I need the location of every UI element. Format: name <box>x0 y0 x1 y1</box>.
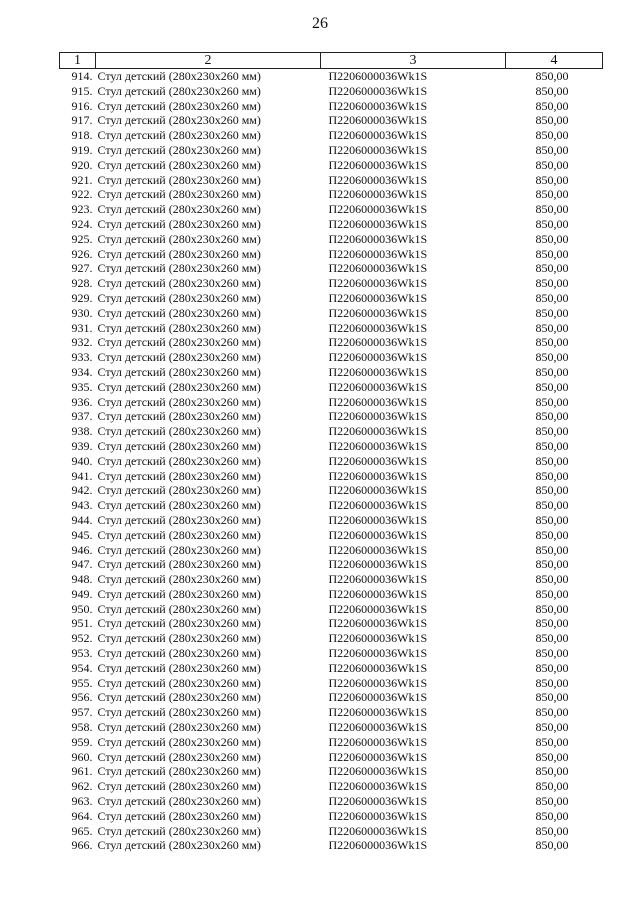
row-number: 935. <box>71 379 93 394</box>
table-row <box>60 735 603 750</box>
table-row <box>60 690 603 705</box>
table-row <box>60 187 603 202</box>
table-row <box>60 454 603 469</box>
inventory-code: П2206000036Wk1S <box>328 98 428 113</box>
item-name: Стул детский (280x230x260 мм) <box>97 601 261 616</box>
inventory-code: П2206000036Wk1S <box>328 379 428 394</box>
item-name: Стул детский (280x230x260 мм) <box>97 720 261 735</box>
item-price: 850,00 <box>535 557 569 572</box>
inventory-table <box>59 52 603 853</box>
inventory-code: П2206000036Wk1S <box>328 113 428 128</box>
inventory-code: П2206000036Wk1S <box>328 764 428 779</box>
table-row <box>60 616 603 631</box>
item-name: Стул детский (280x230x260 мм) <box>97 749 261 764</box>
item-name: Стул детский (280x230x260 мм) <box>97 705 261 720</box>
table-row <box>60 350 603 365</box>
column-header-1: 1 <box>60 53 96 69</box>
item-name: Стул детский (280x230x260 мм) <box>97 512 261 527</box>
inventory-code: П2206000036Wk1S <box>328 734 428 749</box>
row-number: 965. <box>71 823 93 838</box>
item-name: Стул детский (280x230x260 мм) <box>97 542 261 557</box>
row-number: 920. <box>71 157 93 172</box>
item-price: 850,00 <box>535 438 569 453</box>
table-row <box>60 395 603 410</box>
table-row <box>60 291 603 306</box>
item-price: 850,00 <box>535 675 569 690</box>
item-name: Стул детский (280x230x260 мм) <box>97 231 261 246</box>
item-name: Стул детский (280x230x260 мм) <box>97 483 261 498</box>
item-price: 850,00 <box>535 808 569 823</box>
row-number: 960. <box>71 749 93 764</box>
row-number: 940. <box>71 453 93 468</box>
row-number: 961. <box>71 764 93 779</box>
inventory-code: П2206000036Wk1S <box>328 128 428 143</box>
item-name: Стул детский (280x230x260 мм) <box>97 453 261 468</box>
row-number: 952. <box>71 631 93 646</box>
row-number: 931. <box>71 320 93 335</box>
table-row <box>60 335 603 350</box>
item-price: 850,00 <box>535 202 569 217</box>
item-price: 850,00 <box>535 720 569 735</box>
row-number: 941. <box>71 468 93 483</box>
inventory-code: П2206000036Wk1S <box>328 261 428 276</box>
table-row <box>60 113 603 128</box>
inventory-code: П2206000036Wk1S <box>328 720 428 735</box>
row-number: 964. <box>71 808 93 823</box>
row-number: 934. <box>71 364 93 379</box>
item-price: 850,00 <box>535 276 569 291</box>
inventory-code: П2206000036Wk1S <box>328 320 428 335</box>
table-row <box>60 705 603 720</box>
table-row <box>60 528 603 543</box>
item-name: Стул детский (280x230x260 мм) <box>97 83 261 98</box>
row-number: 915. <box>71 83 93 98</box>
table-row <box>60 498 603 513</box>
table-row <box>60 572 603 587</box>
inventory-code: П2206000036Wk1S <box>328 216 428 231</box>
row-number: 959. <box>71 734 93 749</box>
item-name: Стул детский (280x230x260 мм) <box>97 335 261 350</box>
item-price: 850,00 <box>535 246 569 261</box>
item-price: 850,00 <box>535 660 569 675</box>
page-number: 26 <box>312 15 328 32</box>
row-number: 926. <box>71 246 93 261</box>
item-name: Стул детский (280x230x260 мм) <box>97 128 261 143</box>
inventory-code: П2206000036Wk1S <box>328 601 428 616</box>
item-price: 850,00 <box>535 379 569 394</box>
item-name: Стул детский (280x230x260 мм) <box>97 202 261 217</box>
item-price: 850,00 <box>535 483 569 498</box>
row-number: 914. <box>71 69 93 83</box>
table-row <box>60 276 603 291</box>
inventory-code: П2206000036Wk1S <box>328 246 428 261</box>
item-name: Стул детский (280x230x260 мм) <box>97 424 261 439</box>
table-row <box>60 247 603 262</box>
row-number: 932. <box>71 335 93 350</box>
item-price: 850,00 <box>535 231 569 246</box>
row-number: 951. <box>71 616 93 631</box>
item-name: Стул детский (280x230x260 мм) <box>97 350 261 365</box>
table-row <box>60 380 603 395</box>
item-name: Стул детский (280x230x260 мм) <box>97 586 261 601</box>
table-row <box>60 409 603 424</box>
row-number: 924. <box>71 216 93 231</box>
item-name: Стул детский (280x230x260 мм) <box>97 764 261 779</box>
item-price: 850,00 <box>535 113 569 128</box>
row-number: 916. <box>71 98 93 113</box>
header-row <box>60 53 603 69</box>
row-number: 933. <box>71 350 93 365</box>
item-price: 850,00 <box>535 172 569 187</box>
inventory-code: П2206000036Wk1S <box>328 542 428 557</box>
row-number: 963. <box>71 794 93 809</box>
item-price: 850,00 <box>535 290 569 305</box>
row-number: 955. <box>71 675 93 690</box>
inventory-code: П2206000036Wk1S <box>328 631 428 646</box>
item-name: Стул детский (280x230x260 мм) <box>97 808 261 823</box>
inventory-code: П2206000036Wk1S <box>328 646 428 661</box>
item-name: Стул детский (280x230x260 мм) <box>97 823 261 838</box>
inventory-code: П2206000036Wk1S <box>328 276 428 291</box>
item-price: 850,00 <box>535 527 569 542</box>
item-price: 850,00 <box>535 142 569 157</box>
table-row <box>60 128 603 143</box>
table-row <box>60 661 603 676</box>
inventory-code: П2206000036Wk1S <box>328 187 428 202</box>
item-price: 850,00 <box>535 646 569 661</box>
item-name: Стул детский (280x230x260 мм) <box>97 320 261 335</box>
table-row <box>60 84 603 99</box>
item-price: 850,00 <box>535 424 569 439</box>
item-name: Стул детский (280x230x260 мм) <box>97 572 261 587</box>
item-name: Стул детский (280x230x260 мм) <box>97 290 261 305</box>
item-price: 850,00 <box>535 690 569 705</box>
row-number: 947. <box>71 557 93 572</box>
inventory-code: П2206000036Wk1S <box>328 424 428 439</box>
table-row <box>60 646 603 661</box>
inventory-code: П2206000036Wk1S <box>328 557 428 572</box>
row-number: 919. <box>71 142 93 157</box>
item-price: 850,00 <box>535 261 569 276</box>
row-number: 921. <box>71 172 93 187</box>
table-row <box>60 424 603 439</box>
table-row <box>60 764 603 779</box>
item-name: Стул детский (280x230x260 мм) <box>97 734 261 749</box>
row-number: 923. <box>71 202 93 217</box>
table-body <box>60 69 603 854</box>
inventory-code: П2206000036Wk1S <box>328 838 428 853</box>
inventory-code: П2206000036Wk1S <box>328 350 428 365</box>
row-number: 944. <box>71 512 93 527</box>
item-name: Стул детский (280x230x260 мм) <box>97 779 261 794</box>
column-header-4: 4 <box>506 53 603 69</box>
row-number: 956. <box>71 690 93 705</box>
item-name: Стул детский (280x230x260 мм) <box>97 379 261 394</box>
item-price: 850,00 <box>535 823 569 838</box>
inventory-code: П2206000036Wk1S <box>328 290 428 305</box>
row-number: 962. <box>71 779 93 794</box>
item-name: Стул детский (280x230x260 мм) <box>97 690 261 705</box>
table-row <box>60 543 603 558</box>
table-row <box>60 631 603 646</box>
item-name: Стул детский (280x230x260 мм) <box>97 246 261 261</box>
item-name: Стул детский (280x230x260 мм) <box>97 142 261 157</box>
item-price: 850,00 <box>535 734 569 749</box>
item-name: Стул детский (280x230x260 мм) <box>97 660 261 675</box>
item-price: 850,00 <box>535 779 569 794</box>
inventory-code: П2206000036Wk1S <box>328 498 428 513</box>
item-price: 850,00 <box>535 69 569 83</box>
item-price: 850,00 <box>535 601 569 616</box>
row-number: 929. <box>71 290 93 305</box>
item-price: 850,00 <box>535 83 569 98</box>
row-number: 954. <box>71 660 93 675</box>
item-name: Стул детский (280x230x260 мм) <box>97 113 261 128</box>
item-price: 850,00 <box>535 453 569 468</box>
item-name: Стул детский (280x230x260 мм) <box>97 675 261 690</box>
table-row <box>60 158 603 173</box>
row-number: 922. <box>71 187 93 202</box>
item-name: Стул детский (280x230x260 мм) <box>97 794 261 809</box>
row-number: 942. <box>71 483 93 498</box>
item-name: Стул детский (280x230x260 мм) <box>97 98 261 113</box>
item-price: 850,00 <box>535 157 569 172</box>
item-name: Стул детский (280x230x260 мм) <box>97 261 261 276</box>
inventory-code: П2206000036Wk1S <box>328 438 428 453</box>
table-row <box>60 779 603 794</box>
inventory-code: П2206000036Wk1S <box>328 335 428 350</box>
row-number: 946. <box>71 542 93 557</box>
item-price: 850,00 <box>535 350 569 365</box>
column-header-2: 2 <box>96 53 321 69</box>
item-name: Стул детский (280x230x260 мм) <box>97 438 261 453</box>
inventory-code: П2206000036Wk1S <box>328 453 428 468</box>
item-price: 850,00 <box>535 364 569 379</box>
inventory-code: П2206000036Wk1S <box>328 705 428 720</box>
inventory-code: П2206000036Wk1S <box>328 512 428 527</box>
table-row <box>60 469 603 484</box>
item-name: Стул детский (280x230x260 мм) <box>97 557 261 572</box>
row-number: 950. <box>71 601 93 616</box>
inventory-code: П2206000036Wk1S <box>328 157 428 172</box>
item-price: 850,00 <box>535 764 569 779</box>
item-price: 850,00 <box>535 128 569 143</box>
item-name: Стул детский (280x230x260 мм) <box>97 172 261 187</box>
table-row <box>60 483 603 498</box>
item-name: Стул детский (280x230x260 мм) <box>97 305 261 320</box>
table-row <box>60 557 603 572</box>
item-price: 850,00 <box>535 498 569 513</box>
table-row <box>60 143 603 158</box>
item-price: 850,00 <box>535 705 569 720</box>
item-price: 850,00 <box>535 616 569 631</box>
inventory-code: П2206000036Wk1S <box>328 527 428 542</box>
inventory-code: П2206000036Wk1S <box>328 675 428 690</box>
table-row <box>60 794 603 809</box>
row-number: 958. <box>71 720 93 735</box>
table-row <box>60 676 603 691</box>
item-price: 850,00 <box>535 409 569 424</box>
table-row <box>60 69 603 84</box>
table-row <box>60 306 603 321</box>
inventory-code: П2206000036Wk1S <box>328 468 428 483</box>
table-row <box>60 202 603 217</box>
row-number: 928. <box>71 276 93 291</box>
table-row <box>60 99 603 114</box>
column-header-3: 3 <box>321 53 506 69</box>
table-row <box>60 602 603 617</box>
row-number: 938. <box>71 424 93 439</box>
item-name: Стул детский (280x230x260 мм) <box>97 616 261 631</box>
item-name: Стул детский (280x230x260 мм) <box>97 187 261 202</box>
item-name: Стул детский (280x230x260 мм) <box>97 468 261 483</box>
inventory-code: П2206000036Wk1S <box>328 305 428 320</box>
item-name: Стул детский (280x230x260 мм) <box>97 838 261 853</box>
table-row <box>60 750 603 765</box>
inventory-code: П2206000036Wk1S <box>328 364 428 379</box>
inventory-code: П2206000036Wk1S <box>328 616 428 631</box>
item-name: Стул детский (280x230x260 мм) <box>97 157 261 172</box>
item-price: 850,00 <box>535 98 569 113</box>
table-row <box>60 838 603 853</box>
inventory-code: П2206000036Wk1S <box>328 808 428 823</box>
inventory-code: П2206000036Wk1S <box>328 660 428 675</box>
row-number: 917. <box>71 113 93 128</box>
item-price: 850,00 <box>535 320 569 335</box>
inventory-code: П2206000036Wk1S <box>328 483 428 498</box>
table-row <box>60 217 603 232</box>
inventory-code: П2206000036Wk1S <box>328 69 428 83</box>
table-row <box>60 720 603 735</box>
table-row <box>60 173 603 188</box>
inventory-code: П2206000036Wk1S <box>328 586 428 601</box>
item-name: Стул детский (280x230x260 мм) <box>97 364 261 379</box>
table-row <box>60 587 603 602</box>
row-number: 939. <box>71 438 93 453</box>
table-row <box>60 321 603 336</box>
inventory-code: П2206000036Wk1S <box>328 572 428 587</box>
item-price: 850,00 <box>535 468 569 483</box>
item-price: 850,00 <box>535 794 569 809</box>
row-number: 966. <box>71 838 93 853</box>
inventory-code: П2206000036Wk1S <box>328 83 428 98</box>
item-name: Стул детский (280x230x260 мм) <box>97 216 261 231</box>
item-price: 850,00 <box>535 305 569 320</box>
inventory-code: П2206000036Wk1S <box>328 394 428 409</box>
item-name: Стул детский (280x230x260 мм) <box>97 409 261 424</box>
item-name: Стул детский (280x230x260 мм) <box>97 646 261 661</box>
table-row <box>60 232 603 247</box>
inventory-code: П2206000036Wk1S <box>328 690 428 705</box>
item-name: Стул детский (280x230x260 мм) <box>97 276 261 291</box>
item-price: 850,00 <box>535 586 569 601</box>
item-price: 850,00 <box>535 335 569 350</box>
inventory-code: П2206000036Wk1S <box>328 779 428 794</box>
item-name: Стул детский (280x230x260 мм) <box>97 394 261 409</box>
row-number: 945. <box>71 527 93 542</box>
row-number: 949. <box>71 586 93 601</box>
row-number: 925. <box>71 231 93 246</box>
table-header <box>60 53 603 69</box>
inventory-code: П2206000036Wk1S <box>328 794 428 809</box>
row-number: 957. <box>71 705 93 720</box>
inventory-code: П2206000036Wk1S <box>328 409 428 424</box>
table-row <box>60 439 603 454</box>
row-number: 918. <box>71 128 93 143</box>
item-price: 850,00 <box>535 749 569 764</box>
table-row <box>60 824 603 839</box>
item-price: 850,00 <box>535 572 569 587</box>
item-name: Стул детский (280x230x260 мм) <box>97 69 261 83</box>
row-number: 930. <box>71 305 93 320</box>
inventory-code: П2206000036Wk1S <box>328 172 428 187</box>
table-row <box>60 513 603 528</box>
inventory-code: П2206000036Wk1S <box>328 823 428 838</box>
item-name: Стул детский (280x230x260 мм) <box>97 631 261 646</box>
row-number: 943. <box>71 498 93 513</box>
item-price: 850,00 <box>535 187 569 202</box>
item-price: 850,00 <box>535 394 569 409</box>
row-number: 937. <box>71 409 93 424</box>
item-name: Стул детский (280x230x260 мм) <box>97 527 261 542</box>
row-number: 948. <box>71 572 93 587</box>
item-price: 850,00 <box>535 838 569 853</box>
inventory-code: П2206000036Wk1S <box>328 202 428 217</box>
inventory-code: П2206000036Wk1S <box>328 231 428 246</box>
item-price: 850,00 <box>535 631 569 646</box>
row-number: 953. <box>71 646 93 661</box>
item-price: 850,00 <box>535 542 569 557</box>
table-row <box>60 261 603 276</box>
table-row <box>60 365 603 380</box>
inventory-code: П2206000036Wk1S <box>328 749 428 764</box>
table-row <box>60 809 603 824</box>
item-name: Стул детский (280x230x260 мм) <box>97 498 261 513</box>
inventory-code: П2206000036Wk1S <box>328 142 428 157</box>
item-price: 850,00 <box>535 216 569 231</box>
item-price: 850,00 <box>535 512 569 527</box>
row-number: 927. <box>71 261 93 276</box>
row-number: 936. <box>71 394 93 409</box>
